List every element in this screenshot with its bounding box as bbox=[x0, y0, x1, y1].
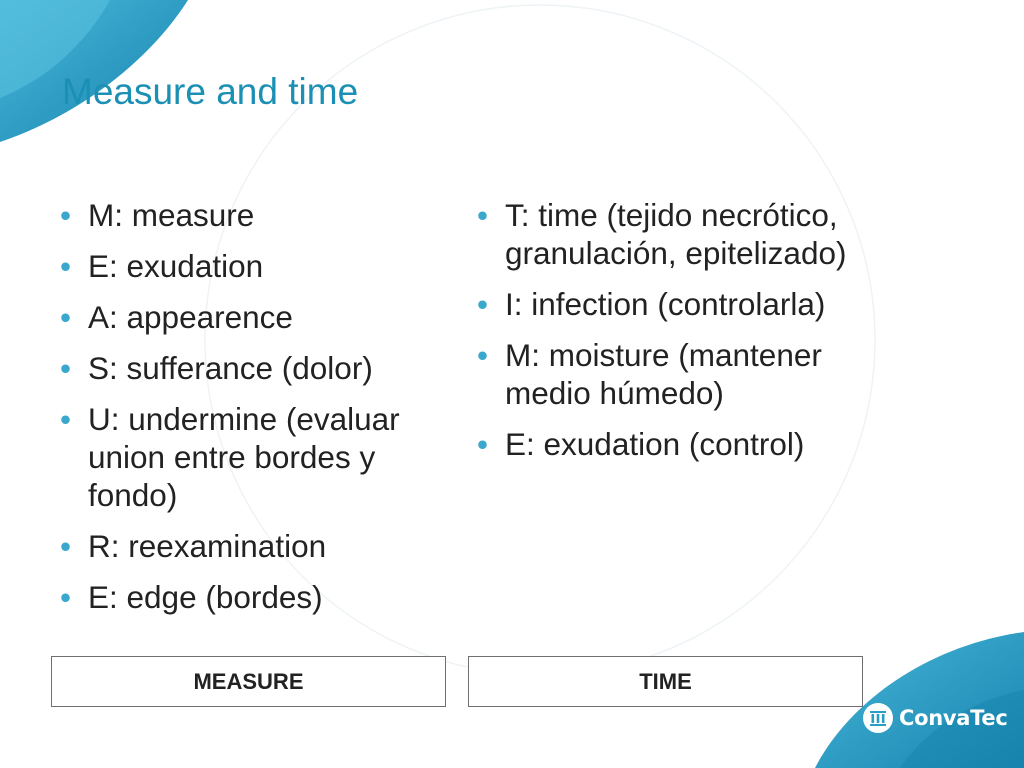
measure-item: • R: reexamination bbox=[60, 527, 440, 565]
measure-item: • A: appearence bbox=[60, 298, 440, 336]
measure-label: MEASURE bbox=[193, 668, 304, 694]
measure-label-box bbox=[51, 656, 446, 707]
logo-text: ConvaTec bbox=[899, 706, 1008, 730]
measure-item: • E: exudation bbox=[60, 247, 440, 285]
time-label-box bbox=[468, 656, 863, 707]
time-item: • M: moisture (mantener medio húmedo) bbox=[477, 336, 862, 412]
measure-item: • E: edge (bordes) bbox=[60, 578, 440, 616]
time-item: • I: infection (controlarla) bbox=[477, 285, 862, 323]
time-item: • T: time (tejido necrótico, granulación, epitelizado) bbox=[477, 196, 862, 272]
time-item: • E: exudation (control) bbox=[477, 425, 862, 463]
building-icon bbox=[863, 703, 893, 733]
measure-item: • M: measure bbox=[60, 196, 440, 234]
measure-list bbox=[60, 196, 440, 629]
measure-item: • S: sufferance (dolor) bbox=[60, 349, 440, 387]
time-list bbox=[477, 196, 862, 476]
time-label: TIME bbox=[639, 668, 692, 694]
slide-title: Measure and time bbox=[62, 71, 359, 112]
measure-item: • U: undermine (evaluar union entre bordes y fondo) bbox=[60, 400, 440, 514]
convatec-logo bbox=[863, 703, 1007, 733]
